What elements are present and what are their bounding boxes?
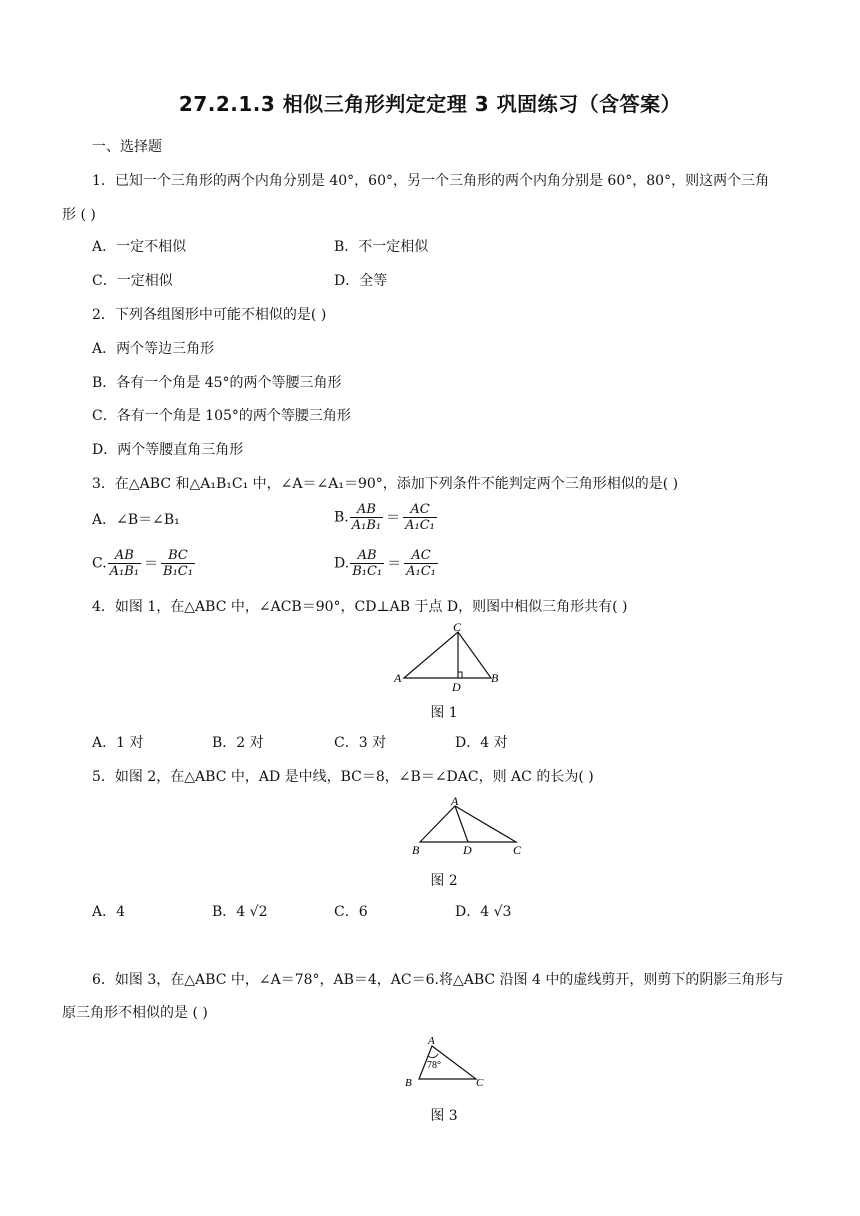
label-b: B — [491, 671, 499, 685]
label-b: B — [405, 1077, 412, 1089]
label-c: C — [513, 843, 522, 857]
q2-option-a: A．两个等边三角形 — [92, 341, 215, 357]
label-a: A — [394, 671, 402, 685]
q2-option-d: D．两个等腰直角三角形 — [92, 442, 244, 458]
fraction: $\frac{BC}{\text{B₁C₁}}$ — [163, 548, 193, 579]
figure-2-caption: 图 2 — [430, 873, 458, 889]
q6-stem-line2: 原三角形不相似的是 ( ) — [62, 1005, 208, 1021]
q4-option-c: C．3 对 — [334, 735, 387, 751]
q2-option-b: B．各有一个角是 45°的两个等腰三角形 — [92, 375, 342, 391]
q5-option-b: B．4 √2 — [212, 904, 268, 920]
label-a: A — [428, 1035, 435, 1047]
q1-option-d: D．全等 — [334, 273, 388, 289]
fraction: $\frac{AC}{\text{A₁C₁}}$ — [405, 502, 435, 533]
figure-2-triangle-median — [408, 796, 538, 860]
q5-stem: 5．如图 2，在△ABC 中，AD 是中线，BC＝8，∠B＝∠DAC，则 AC 的长为( ) — [92, 769, 594, 785]
q4-option-a: A．1 对 — [92, 735, 144, 751]
label-d: D — [452, 680, 461, 694]
triangle-abc — [404, 632, 491, 678]
label-c: C — [453, 620, 462, 634]
fraction: $\frac{AB}{\text{A₁B₁}}$ — [351, 502, 382, 533]
q4-option-d: D．4 对 — [455, 735, 508, 751]
figure-1-right-triangle — [392, 622, 512, 692]
q6-stem-line1: 6．如图 3，在△ABC 中，∠A＝78°，AB＝4，AC＝6.将△ABC 沿图 4 中的虚线剪开，则剪下的阴影三角形与 — [92, 972, 784, 988]
q1-option-c: C．一定相似 — [92, 273, 173, 289]
label-a: A — [451, 794, 459, 808]
q2-option-c: C．各有一个角是 105°的两个等腰三角形 — [92, 408, 351, 424]
q3-option-b: B. $\frac{AB}{\text{A₁B₁}}$ ＝ $\frac{AC}{\text{A₁C₁}}$ — [334, 502, 435, 533]
q3-stem: 3．在△ABC 和△A₁B₁C₁ 中，∠A＝∠A₁＝90°，添加下列条件不能判定两个三角形相似的是( ) — [92, 476, 679, 492]
q1-stem-line1: 1．已知一个三角形的两个内角分别是 40°，60°，另一个三角形的两个内角分别是 60°，80°，则这两个三角 — [92, 173, 770, 189]
q5-option-d: D．4 √3 — [455, 904, 512, 920]
angle-label-78: 78° — [427, 1060, 441, 1071]
figure-1-caption: 图 1 — [430, 705, 458, 721]
fraction: $\frac{AB}{\text{B₁C₁}}$ — [352, 548, 383, 579]
q3-option-b-letter: B. — [334, 509, 349, 526]
q5-option-a: A．4 — [92, 904, 126, 920]
figure-3-caption: 图 3 — [430, 1108, 458, 1124]
median-ad — [455, 806, 468, 842]
q4-option-b: B．2 对 — [212, 735, 264, 751]
q4-stem: 4．如图 1，在△ABC 中，∠ACB＝90°，CD⊥AB 于点 D，则图中相似三角形共有( ) — [92, 599, 628, 615]
section-heading: 一、选择题 — [92, 139, 162, 155]
q1-option-a: A．一定不相似 — [92, 239, 187, 255]
label-c: C — [476, 1077, 484, 1089]
q3-option-c-letter: C. — [92, 555, 107, 572]
fraction: $\frac{AB}{\text{A₁B₁}}$ — [109, 548, 140, 579]
label-b: B — [412, 843, 420, 857]
q1-option-b: B．不一定相似 — [334, 239, 429, 255]
q3-option-d: D. $\frac{AB}{\text{B₁C₁}}$ ＝ $\frac{AC}{\text{A₁C₁}}$ — [334, 548, 436, 579]
figure-3-triangle — [400, 1034, 500, 1094]
page-title: 27.2.1.3 相似三角形判定定理 3 巩固练习（含答案） — [178, 92, 682, 116]
label-d: D — [463, 843, 472, 857]
right-angle-mark — [458, 672, 462, 678]
q2-stem: 2．下列各组图形中可能不相似的是( ) — [92, 307, 327, 323]
q3-option-a: A．∠B＝∠B₁ — [92, 512, 180, 528]
q1-stem-line2: 形 ( ) — [62, 207, 96, 223]
fraction: $\frac{AC}{\text{A₁C₁}}$ — [406, 548, 436, 579]
q5-option-c: C．6 — [334, 904, 368, 920]
angle-arc-a — [428, 1054, 438, 1058]
q3-option-d-letter: D. — [334, 555, 350, 572]
q3-option-c: C. $\frac{AB}{\text{A₁B₁}}$ ＝ $\frac{BC}{\text{B₁C₁}}$ — [92, 548, 193, 579]
triangle-abc — [420, 806, 516, 842]
